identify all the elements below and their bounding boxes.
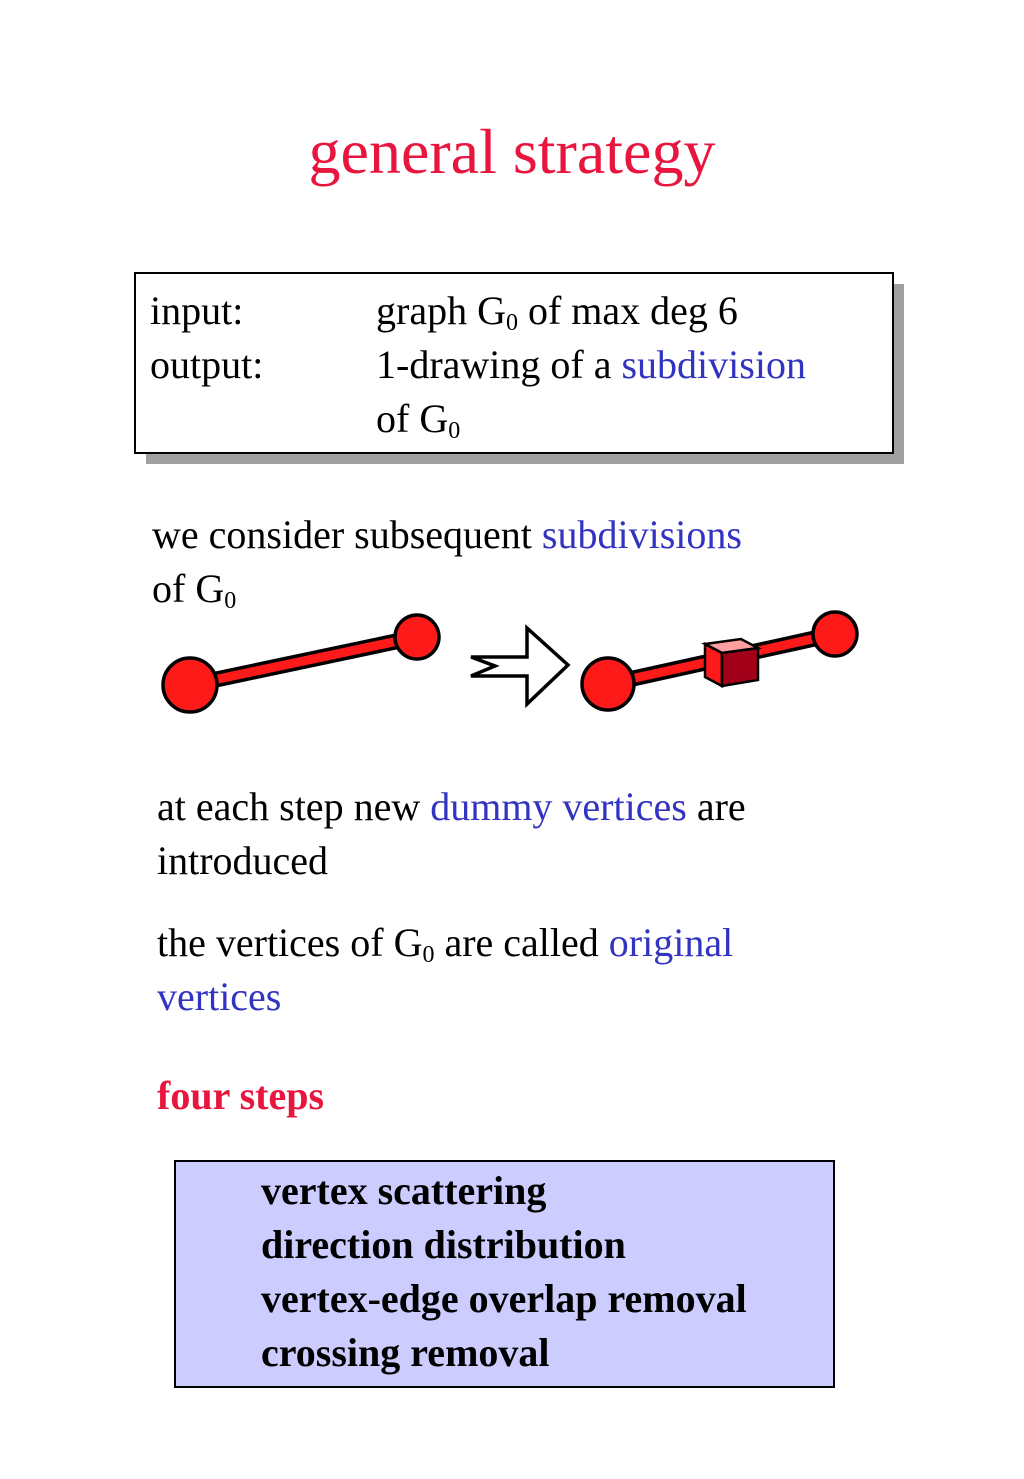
input-value: graph $G_0$ of max deg 6: [376, 288, 738, 336]
input-label: input:: [150, 288, 244, 333]
subdivided-vertex-left: [582, 658, 634, 710]
dummy-line2: introduced: [157, 838, 329, 883]
step-item: vertex-edge overlap removal: [261, 1276, 747, 1321]
original-edge-illustration: [163, 615, 439, 712]
subdivisions-line1: we consider subsequent subdivisions: [152, 512, 742, 557]
subdivision-term: subdivision: [621, 342, 806, 387]
original-line1: the vertices of $G_0$ are called original: [157, 920, 734, 968]
original-term: original: [608, 920, 734, 965]
original-line2: vertices: [157, 974, 282, 1019]
step-item: crossing removal: [261, 1330, 550, 1375]
page-title: general strategy: [308, 116, 716, 187]
io-box: [134, 272, 894, 454]
subdivisions-line2: of $G_0$: [152, 566, 237, 614]
original-vertex-right: [395, 615, 439, 659]
dummy-line1: at each step new dummy vertices are: [157, 784, 746, 829]
original-vertices-paragraph: [157, 916, 733, 1024]
subdivided-vertex-right: [813, 612, 857, 656]
original-vertex-left: [163, 658, 217, 712]
subdivision-illustration: [0, 600, 1024, 730]
dummy-vertex-icon: [705, 639, 758, 686]
subdivided-edge-illustration: [582, 612, 857, 710]
output-value-line2: of $G_0$: [376, 396, 461, 444]
edge: [190, 637, 417, 685]
dummy-vertices-paragraph: [157, 780, 746, 888]
output-value: 1-drawing of a subdivision: [376, 342, 806, 387]
steps-heading: four steps: [157, 1073, 325, 1118]
output-label: output:: [150, 342, 264, 387]
dummy-vertices-term: dummy vertices: [430, 784, 687, 829]
step-item: vertex scattering: [261, 1168, 547, 1213]
subdivisions-term: subdivisions: [541, 512, 742, 557]
right-arrow-icon: [471, 628, 568, 704]
step-item: direction distribution: [261, 1222, 626, 1267]
steps-box: [174, 1160, 835, 1388]
